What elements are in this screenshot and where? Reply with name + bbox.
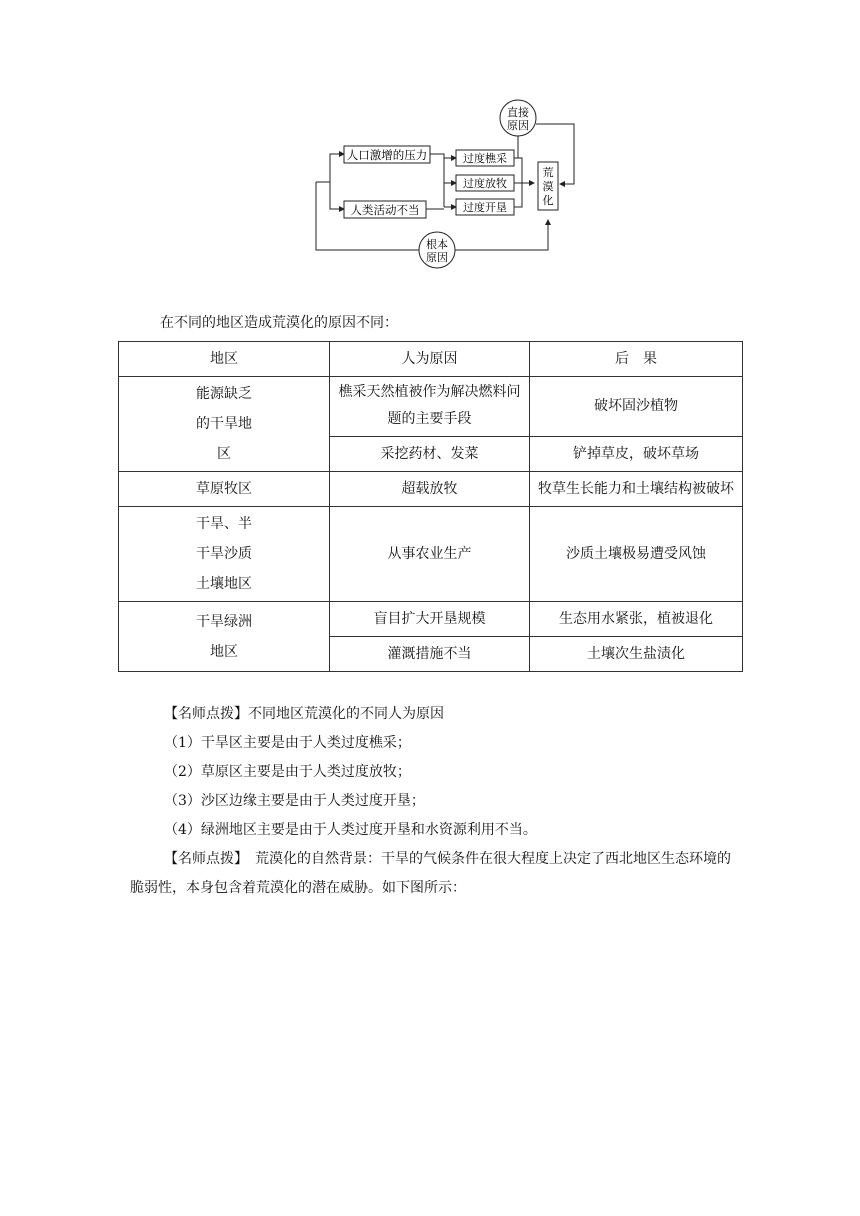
table-intro: 在不同的地区造成荒漠化的原因不同： — [160, 315, 398, 331]
table-row — [119, 602, 743, 637]
result-cell: 土壤次生盐渍化 — [530, 637, 743, 672]
header-region: 地区 — [119, 342, 330, 377]
node-over-graze-label: 过度放牧 — [463, 177, 507, 190]
root-cause-label-1: 根本 — [426, 238, 448, 251]
tip-item: （3）沙区边缘主要是由于人类过度开垦； — [164, 793, 425, 809]
desertification-cause-diagram — [300, 96, 590, 271]
node-desertification — [538, 162, 558, 210]
node-pressure — [344, 146, 430, 163]
table-header-row — [119, 342, 743, 377]
result-cell: 牧草生长能力和土壤结构被破坏 — [530, 472, 743, 507]
teacher-tips — [130, 700, 742, 903]
region-line: 干旱、半 — [196, 516, 252, 532]
cause-cell: 从事农业生产 — [330, 507, 530, 602]
region-line: 草原牧区 — [196, 481, 252, 497]
region-cell — [119, 377, 330, 472]
node-activity-label: 人类活动不当 — [350, 203, 420, 217]
node-pressure-label: 人口激增的压力 — [346, 148, 428, 162]
region-cell — [119, 472, 330, 507]
region-line: 土壤地区 — [196, 576, 252, 592]
tip-paragraph: 【名师点拨】 荒漠化的自然背景：干旱的气候条件在很大程度上决定了西北地区生态环境的脆弱性，本身包含着荒漠化的潜在威胁。如下图所示： — [130, 851, 731, 896]
result-cell: 破坏固沙植物 — [530, 377, 743, 437]
node-over-reclaim — [456, 199, 514, 215]
table-row — [119, 507, 743, 602]
region-line: 地区 — [210, 643, 238, 660]
result-cell: 铲掉草皮，破坏草场 — [530, 436, 743, 471]
desertification-char: 化 — [542, 194, 554, 207]
region-line: 干旱绿洲 — [196, 613, 252, 630]
region-cell — [119, 602, 330, 672]
node-over-reclaim-label: 过度开垦 — [463, 201, 507, 214]
cause-cell: 盲目扩大开垦规模 — [330, 602, 530, 637]
tip-item: （4）绿洲地区主要是由于人类过度开垦和水资源利用不当。 — [164, 822, 537, 838]
node-over-cut-label: 过度樵采 — [463, 152, 507, 165]
region-line: 的干旱地 — [196, 416, 252, 432]
tip-title: 【名师点拨】不同地区荒漠化的不同人为原因 — [164, 706, 444, 722]
region-line: 能源缺乏 — [196, 386, 252, 402]
node-root-cause — [419, 232, 455, 268]
node-activity — [344, 201, 426, 218]
node-over-graze — [456, 175, 514, 191]
table-row — [119, 377, 743, 437]
node-over-cut — [456, 150, 514, 166]
desertification-char: 荒 — [542, 166, 554, 179]
cause-cell: 采挖药材、发菜 — [330, 436, 530, 471]
tip-item: （2）草原区主要是由于人类过度放牧； — [164, 764, 411, 780]
node-desertification-label — [543, 165, 554, 207]
region-line: 区 — [217, 446, 231, 462]
result-cell: 沙质土壤极易遭受风蚀 — [530, 507, 743, 602]
root-cause-label-2: 原因 — [426, 251, 448, 264]
direct-cause-label-2: 原因 — [507, 119, 529, 132]
header-result: 后 果 — [530, 342, 743, 377]
cause-cell: 超载放牧 — [330, 472, 530, 507]
table-row — [119, 472, 743, 507]
desertification-cause-table — [118, 341, 743, 672]
cause-cell: 樵采天然植被作为解决燃料问题的主要手段 — [330, 377, 530, 437]
node-direct-cause — [500, 100, 536, 136]
header-cause: 人为原因 — [330, 342, 530, 377]
region-cell — [119, 507, 330, 602]
result-cell: 生态用水紧张，植被退化 — [530, 602, 743, 637]
cause-cell: 灌溉措施不当 — [330, 637, 530, 672]
direct-cause-label-1: 直接 — [507, 106, 529, 119]
tip-item: （1）干旱区主要是由于人类过度樵采； — [164, 735, 411, 751]
desertification-char: 漠 — [542, 180, 554, 193]
region-line: 干旱沙质 — [196, 546, 252, 562]
